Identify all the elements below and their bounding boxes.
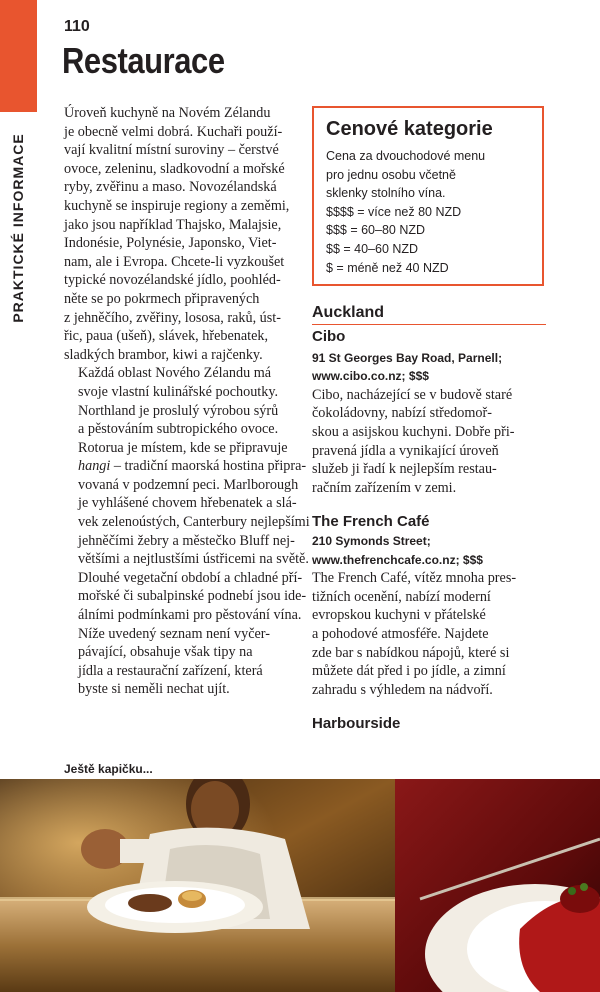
regional-line: Níže uvedený seznam není vyčer- bbox=[78, 625, 270, 642]
regional-line: Northland je proslulý výrobou sýrů bbox=[78, 402, 279, 419]
regional-line: hangi – tradiční maorská hostina připra- bbox=[78, 458, 307, 475]
regional-line: svoje vlastní kulinářské pochoutky. bbox=[78, 383, 279, 400]
cibo-desc-line: račním zařízením v zemi. bbox=[312, 479, 457, 496]
intro-line: typické novozélandské jídlo, poohléd- bbox=[64, 272, 281, 289]
french-cafe-web-link[interactable]: www.thefrenchcafe.co.nz; $$$ bbox=[312, 552, 483, 567]
restaurant-name-cibo: Cibo bbox=[312, 328, 346, 345]
intro-line: jako jsou například Thajsko, Malajsie, bbox=[64, 216, 282, 233]
price-box-line: pro jednu osobu včetně bbox=[326, 167, 456, 182]
regional-line: pávající, obsahuje však tipy na bbox=[78, 644, 253, 661]
intro-line: sladkých brambor, kiwi a rajčenky. bbox=[64, 346, 263, 363]
french-desc-line: The French Café, vítěz mnoha pres- bbox=[312, 570, 517, 587]
intro-line: Úroveň kuchyně na Novém Zélandu bbox=[64, 105, 271, 121]
cibo-web-link[interactable]: www.cibo.co.nz; $$$ bbox=[312, 369, 429, 384]
cibo-desc-line: Cibo, nacházející se v budově staré bbox=[312, 386, 513, 403]
regional-paragraph bbox=[64, 364, 310, 699]
intro-line: je obecně velmi dobrá. Kuchaři použí- bbox=[64, 123, 283, 140]
regional-line: byste si neměli nechat ujít. bbox=[78, 681, 230, 698]
regional-line: Každá oblast Nového Zélandu má bbox=[78, 365, 272, 382]
intro-line: řic, paua (ušeň), slávek, hřebenatek, bbox=[64, 328, 269, 345]
intro-line: z jehněčího, zvěřiny, lososa, raků, úst- bbox=[64, 309, 281, 326]
cibo-desc-line: služeb ji řadí k nejlepším restau- bbox=[312, 461, 497, 478]
intro-line: Indonésie, Polynésie, Japonsko, Viet- bbox=[64, 235, 277, 252]
intro-line: kuchyně se inspiruje regiony a zeměmi, bbox=[64, 197, 290, 214]
french-desc-line: můžete dát před i po jídle, a zimní bbox=[312, 663, 506, 680]
cibo-description bbox=[312, 386, 546, 498]
restaurant-name-french-cafe: The French Café bbox=[312, 513, 430, 531]
region-heading-auckland: Auckland bbox=[312, 304, 546, 325]
regional-line: vek zelenoústých, Canterbury nejlepšími bbox=[78, 514, 310, 531]
price-box-line: $ = méně než 40 NZD bbox=[326, 260, 449, 275]
intro-line: ovoce, zeleninu, sladkovodní a mořské bbox=[64, 160, 285, 177]
price-box-line: sklenky stolního vína. bbox=[326, 186, 446, 201]
regional-line: vovaná v podzemní peci. Marlborough bbox=[78, 476, 299, 493]
intro-line: něte se po pokrmech připravených bbox=[64, 290, 260, 307]
regional-line: álními podmínkami pro pěstování vína. bbox=[78, 607, 302, 624]
regional-line: a pěstováním subtropického ovoce. bbox=[78, 421, 279, 438]
regional-line: většími a nejtlustšími ústřicemi na světě. bbox=[78, 551, 309, 568]
french-desc-line: a pohodové atmosféře. Najdete bbox=[312, 625, 489, 642]
intro-line: vají kvalitní místní suroviny – čerstvé bbox=[64, 142, 279, 159]
french-desc-line: evropskou kuchyni v přátelské bbox=[312, 607, 486, 624]
cibo-desc-line: pravená jídla a vynikající úroveň bbox=[312, 442, 499, 459]
price-box-line: Cena za dvouchodové menu bbox=[326, 149, 486, 163]
french-cafe-description bbox=[312, 569, 546, 699]
region-heading-harbourside: Harbourside bbox=[312, 715, 401, 733]
french-desc-line: zahradu s výhledem na nádvoří. bbox=[312, 681, 493, 698]
regional-line: je vyhlášené chovem hřebenatek a slá- bbox=[78, 495, 297, 512]
cibo-address: 91 St Georges Bay Road, Parnell; bbox=[312, 351, 503, 365]
french-desc-line: tižních ocenění, nabízí moderní bbox=[312, 588, 491, 605]
orange-page-tab bbox=[0, 0, 37, 112]
price-box-line: $$ = 40–60 NZD bbox=[326, 241, 419, 256]
cibo-desc-line: čokoládovny, nabízí středomoř- bbox=[312, 405, 492, 422]
intro-line: ryby, zvěřinu a maso. Novozélandská bbox=[64, 179, 277, 196]
intro-line: nam, ale i Evropa. Chcete-li vyzkoušet bbox=[64, 253, 285, 270]
price-box-lines bbox=[326, 147, 530, 277]
price-box-title: Cenové kategorie bbox=[326, 118, 493, 140]
regional-line: jehněčími žebry a městečko Bluff nej- bbox=[78, 532, 295, 549]
intro-text-column bbox=[64, 104, 310, 699]
restaurant-listing bbox=[312, 304, 546, 732]
page-title: Restaurace bbox=[62, 40, 225, 81]
french-desc-line: zde bar s nabídkou nápojů, které si bbox=[312, 644, 510, 661]
photo-caption: Ještě kapičku... bbox=[64, 762, 153, 776]
price-categories-box bbox=[312, 106, 544, 286]
regional-line: Dlouhé vegetační období a chladné pří- bbox=[78, 569, 303, 586]
page-number: 110 bbox=[64, 18, 90, 35]
restaurant-photo bbox=[0, 779, 600, 992]
regional-line: mořské či subalpinské podnebí jsou ide- bbox=[78, 588, 307, 605]
cibo-desc-line: skou a asijskou kuchyni. Dobře při- bbox=[312, 424, 515, 440]
regional-line: Rotorua je místem, kde se připravuje bbox=[78, 439, 288, 456]
side-label-text: PRAKTICKÉ INFORMACE bbox=[10, 133, 26, 323]
price-box-line: $$$$ = více než 80 NZD bbox=[326, 204, 462, 219]
price-box-line: $$$ = 60–80 NZD bbox=[326, 223, 426, 238]
regional-line: jídla a restaurační zařízení, která bbox=[78, 662, 263, 679]
intro-paragraph bbox=[64, 104, 292, 364]
french-cafe-address: 210 Symonds Street; bbox=[312, 534, 431, 549]
section-side-label bbox=[10, 128, 30, 328]
